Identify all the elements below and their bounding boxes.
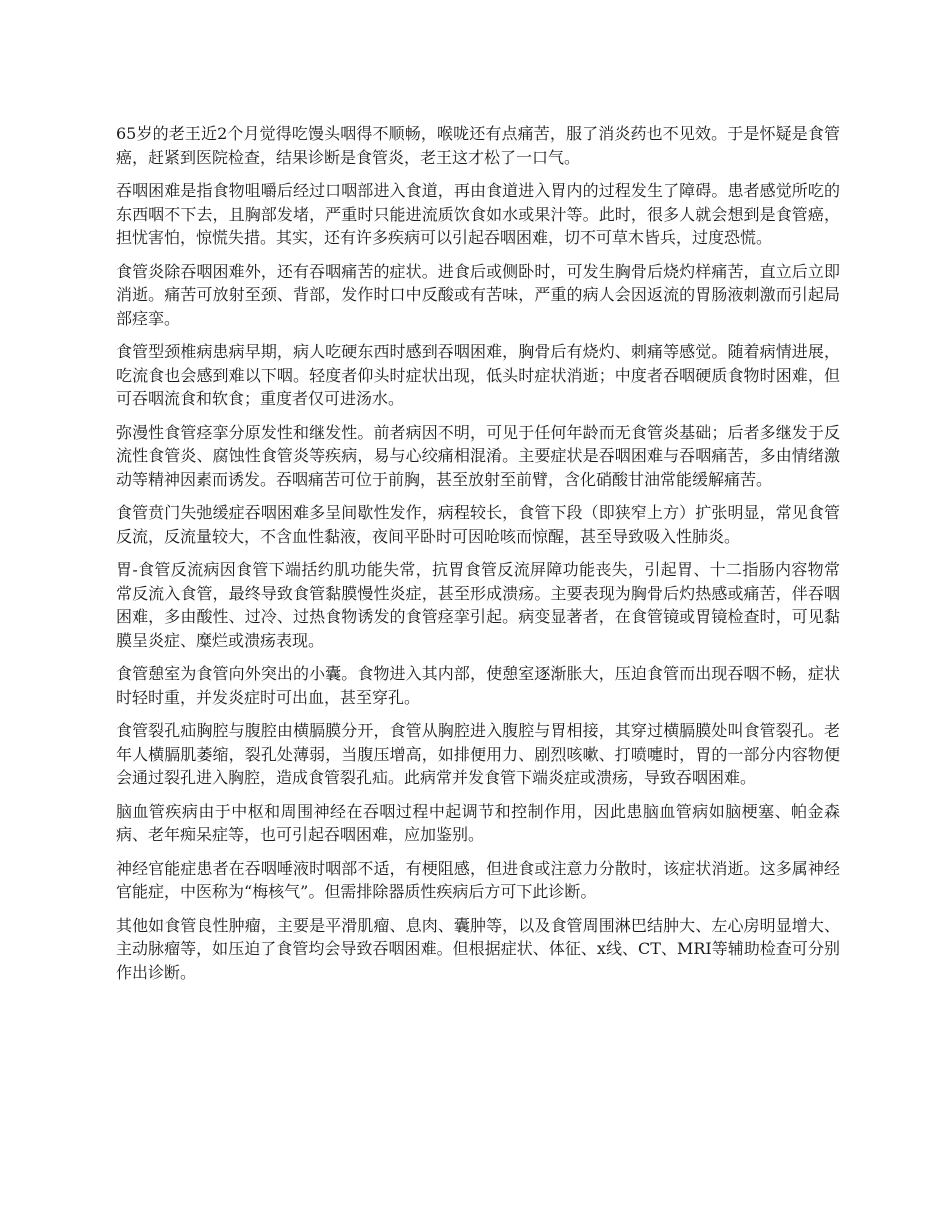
paragraph-intro: 65岁的老王近2个月觉得吃馒头咽得不顺畅，喉咙还有点痛苦，服了消炎药也不见效。于是怀疑是食管癌，赶紧到医院检查，结果诊断是食管炎，老王这才松了一口气。 xyxy=(116,124,840,167)
paragraph-gerd: 胃-食管反流病因食管下端括约肌功能失常，抗胃食管反流屏障功能丧失，引起胃、十二指肠内容物常常反流入食管，最终导致食管黏膜慢性炎症，甚至形成溃疡。主要表现为胸骨后灼热感或痛苦，伴吞咽困难，多由酸性、过冷、过热食物诱发的食管痉挛引起。病变显著者，在食管镜或胃镜检查时，可见黏膜呈炎症、糜烂或溃疡表现。 xyxy=(116,560,840,650)
document-body xyxy=(116,122,840,994)
paragraph-dysphagia-definition: 吞咽困难是指食物咀嚼后经过口咽部进入食道，再由食道进入胃内的过程发生了障碍。患者感觉所吃的东西咽不下去，且胸部发堵，严重时只能进流质饮食如水或果汁等。此时，很多人就会想到是食管癌，担忧害怕，惊慌失措。其实，还有许多疾病可以引起吞咽困难，切不可草木皆兵，过度恐慌。 xyxy=(116,181,840,247)
paragraph-neurosis: 神经官能症患者在吞咽唾液时咽部不适，有梗阻感，但进食或注意力分散时，该症状消逝。这多属神经官能症，中医称为“梅核气”。但需排除器质性疾病后方可下此诊断。 xyxy=(116,858,840,901)
paragraph-diverticulum: 食管憩室为食管向外突出的小囊。食物进入其内部，使憩室逐渐胀大，压迫食管而出现吞咽不畅，症状时轻时重，并发炎症时可出血，甚至穿孔。 xyxy=(116,664,840,707)
paragraph-hiatal-hernia: 食管裂孔疝胸腔与腹腔由横膈膜分开，食管从胸腔进入腹腔与胃相接，其穿过横膈膜处叫食管裂孔。老年人横膈肌萎缩，裂孔处薄弱，当腹压增高，如排便用力、剧烈咳嗽、打喷嚏时，胃的一部分内容物便会通过裂孔进入胸腔，造成食管裂孔疝。此病常并发食管下端炎症或溃疡，导致吞咽困难。 xyxy=(116,721,840,787)
paragraph-cerebrovascular: 脑血管疾病由于中枢和周围神经在吞咽过程中起调节和控制作用，因此患脑血管病如脑梗塞、帕金森病、老年痴呆症等，也可引起吞咽困难，应加鉴别。 xyxy=(116,801,840,844)
paragraph-cervical-spondylosis: 食管型颈椎病患病早期，病人吃硬东西时感到吞咽困难，胸骨后有烧灼、刺痛等感觉。随着病情进展，吃流食也会感到难以下咽。轻度者仰头时症状出现，低头时症状消逝；中度者吞咽硬质食物时困难，但可吞咽流食和软食；重度者仅可进汤水。 xyxy=(116,342,840,408)
paragraph-esophageal-spasm: 弥漫性食管痉挛分原发性和继发性。前者病因不明，可见于任何年龄而无食管炎基础；后者多继发于反流性食管炎、腐蚀性食管炎等疾病，易与心绞痛相混淆。主要症状是吞咽困难与吞咽痛苦，多由情绪激动等精神因素而诱发。吞咽痛苦可位于前胸，甚至放射至前臂，含化硝酸甘油常能缓解痛苦。 xyxy=(116,422,840,489)
paragraph-esophagitis: 食管炎除吞咽困难外，还有吞咽痛苦的症状。进食后或侧卧时，可发生胸骨后烧灼样痛苦，直立后立即消逝。痛苦可放射至颈、背部，发作时口中反酸或有苦味，严重的病人会因返流的胃肠液刺激而引起局部痉挛。 xyxy=(116,261,840,328)
paragraph-other-causes: 其他如食管良性肿瘤，主要是平滑肌瘤、息肉、囊肿等，以及食管周围淋巴结肿大、左心房明显增大、主动脉瘤等，如压迫了食管均会导致吞咽困难。但根据症状、体征、x线、CT、MRI等辅助检查可分别作出诊断。 xyxy=(116,915,840,982)
paragraph-achalasia: 食管贲门失弛缓症吞咽困难多呈间歇性发作，病程较长，食管下段（即狭窄上方）扩张明显，常见食管反流，反流量较大，不含血性黏液，夜间平卧时可因呛咳而惊醒，甚至导致吸入性肺炎。 xyxy=(116,503,840,546)
